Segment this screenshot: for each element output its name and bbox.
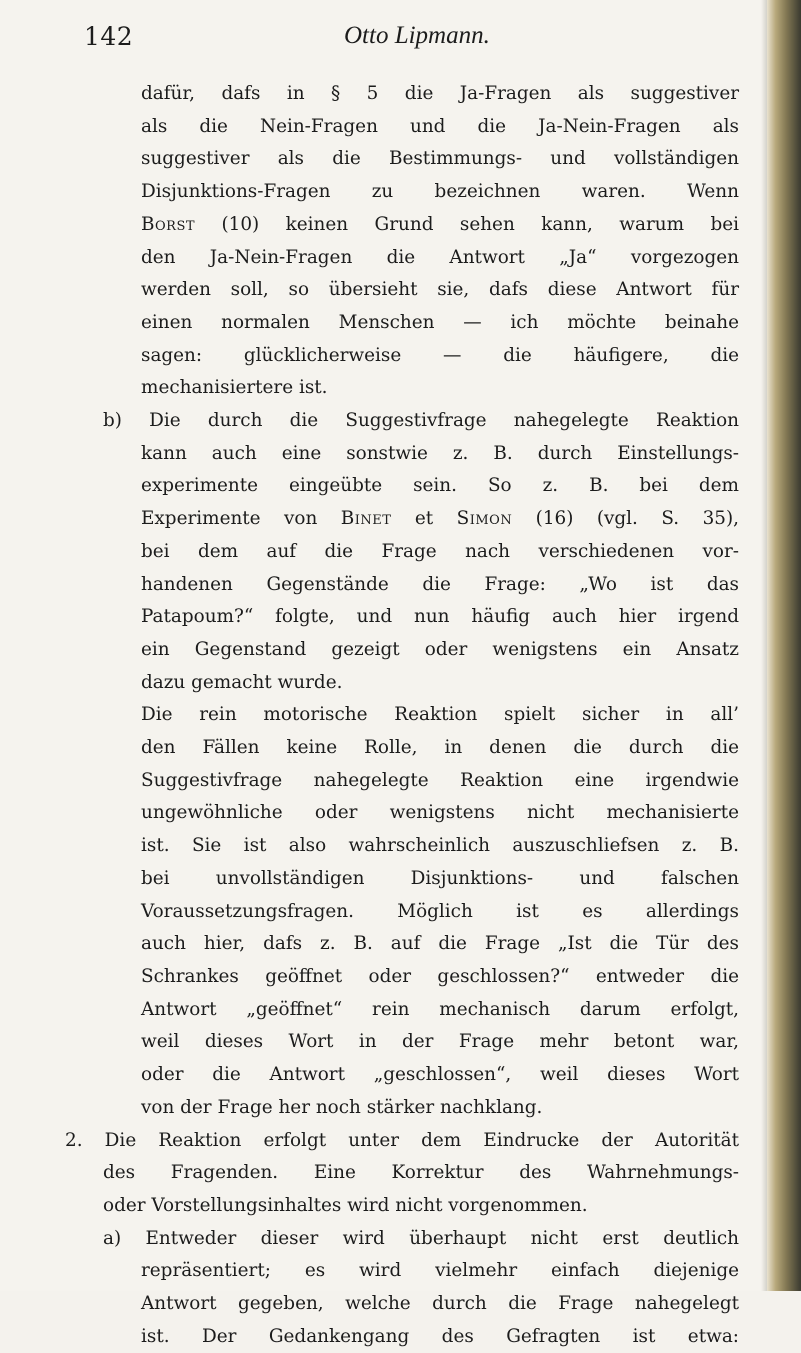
body-text xyxy=(0,78,801,1353)
text-line: handenen Gegenstände die Frage: „Wo ist das xyxy=(141,573,739,595)
text-line: den Ja-Nein-Fragen die Antwort „Ja“ vorgezogen xyxy=(141,246,739,268)
paragraph-motor-reaction xyxy=(0,699,801,1124)
text-line: des Fragenden. Eine Korrektur des Wahrnehmungs- xyxy=(103,1162,739,1184)
text-line: repräsentiert; es wird vielmehr einfach diejenige xyxy=(141,1260,739,1282)
text-line: a) Entweder dieser wird überhaupt nicht erst deutlich xyxy=(103,1227,739,1249)
text-line: kann auch eine sonstwie z. B. durch Einstellungs- xyxy=(141,442,739,464)
text-line: weil dieses Wort in der Frage mehr betont war, xyxy=(141,1031,739,1053)
text-line: Schrankes geöffnet oder geschlossen?“ entweder die xyxy=(141,965,739,987)
text-line: Voraussetzungsfragen. Möglich ist es allerdings xyxy=(141,900,739,922)
author-name-simon: Simon xyxy=(456,508,513,530)
text-line: ungewöhnliche oder wenigstens nicht mechanisierte xyxy=(141,802,739,824)
text-line: oder Vorstellungsinhaltes wird nicht vorgenommen. xyxy=(103,1194,588,1216)
text-line: ist. Der Gedankengang des Gefragten ist etwa: xyxy=(141,1325,739,1347)
book-binding-edge xyxy=(767,0,801,1291)
text-line: ist. Sie ist also wahrscheinlich auszuschliefsen z. B. xyxy=(141,835,739,857)
text-line: den Fällen keine Rolle, in denen die durch die xyxy=(141,737,739,759)
text-line: dafür, dafs in § 5 die Ja-Fragen als suggestiver xyxy=(141,83,739,104)
text-line: auch hier, dafs z. B. auf die Frage „Ist die Tür des xyxy=(141,933,739,955)
text-line: b) Die durch die Suggestivfrage nahegelegte Reaktion xyxy=(103,410,739,432)
text-line: bei unvollständigen Disjunktions- und falschen xyxy=(141,867,739,889)
paragraph-item-a xyxy=(0,1223,801,1353)
paragraph-item-b xyxy=(0,405,801,699)
text-line: suggestiver als die Bestimmungs- und vollständigen xyxy=(141,148,739,170)
text-line: von der Frage her noch stärker nachklang. xyxy=(141,1096,543,1118)
paragraph-item-2 xyxy=(0,1125,801,1223)
text-line: dazu gemacht wurde. xyxy=(141,671,343,693)
author-name-binet: Binet xyxy=(340,508,392,530)
text-line: Die rein motorische Reaktion spielt sicher in all’ xyxy=(141,704,739,726)
paragraph-continuation xyxy=(0,78,801,405)
text-line: experimente eingeübte sein. So z. B. bei dem xyxy=(141,475,739,497)
page-number: 142 xyxy=(84,22,134,51)
text-line: Suggestivfrage nahegelegte Reaktion eine irgendwie xyxy=(141,769,739,791)
text-line: mechanisiertere ist. xyxy=(141,377,328,399)
author-name-borst: Borst xyxy=(141,213,196,235)
running-head: Otto Lipmann. xyxy=(344,22,490,49)
text-line: Experimente von Binet et Simon (16) (vgl. S. 35), xyxy=(141,508,739,530)
text-line: oder die Antwort „geschlossen“, weil dieses Wort xyxy=(141,1064,739,1086)
text-line: 2. Die Reaktion erfolgt unter dem Eindrucke der Autorität xyxy=(65,1129,739,1151)
text-line: einen normalen Menschen — ich möchte beinahe xyxy=(141,311,739,333)
text-line: bei dem auf die Frage nach verschiedenen vor- xyxy=(141,540,739,562)
text-line: sagen: glücklicherweise — die häufigere, die xyxy=(141,344,739,366)
page-header xyxy=(84,22,754,62)
text-line: Antwort gegeben, welche durch die Frage nahegelegt xyxy=(141,1293,739,1315)
text-line: ein Gegenstand gezeigt oder wenigstens ein Ansatz xyxy=(141,638,739,660)
text-line: Borst (10) keinen Grund sehen kann, warum bei xyxy=(141,213,739,235)
text-line: als die Nein-Fragen und die Ja-Nein-Fragen als xyxy=(141,115,739,137)
text-line: Disjunktions-Fragen zu bezeichnen waren. Wenn xyxy=(141,181,739,203)
text-line: werden soll, so übersieht sie, dafs diese Antwort für xyxy=(141,279,739,301)
text-line: Antwort „geöffnet“ rein mechanisch darum erfolgt, xyxy=(141,998,739,1020)
text-line: Patapoum?“ folgte, und nun häufig auch hier irgend xyxy=(141,606,739,628)
